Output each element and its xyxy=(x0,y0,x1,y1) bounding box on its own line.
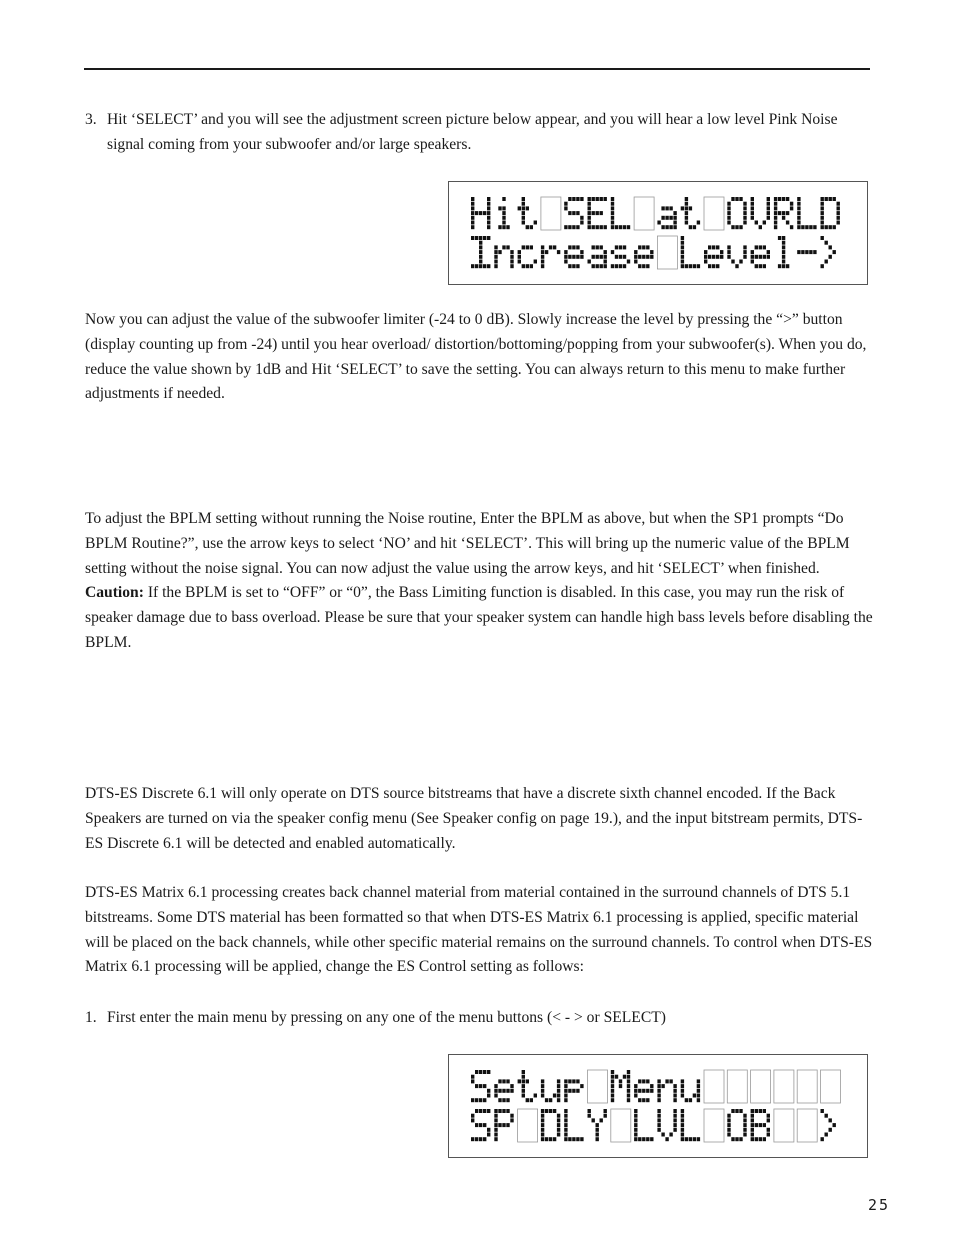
lcd-char-cell xyxy=(611,1070,630,1102)
lcd-char-cell xyxy=(518,245,537,268)
lcd-empty-cell xyxy=(704,1070,724,1103)
lcd-char-cell xyxy=(498,197,509,229)
lcd-empty-cell xyxy=(704,1109,724,1142)
lcd-char-cell xyxy=(821,197,840,229)
step-1 xyxy=(85,1006,875,1031)
lcd-dot-matrix-overload xyxy=(449,182,867,284)
lcd-empty-cell xyxy=(727,1070,747,1103)
lcd-char-cell xyxy=(778,236,789,268)
paragraph-dts-es-discrete: DTS-ES Discrete 6.1 will only operate on DTS source bitstreams that have a discrete sixth channel encoded. If the Back Speakers are turned on via the speaker config menu (See Speaker config on page 19.), and the input bitstream permits, DTS-ES Discrete 6.1 will be detected and enabled automatically. xyxy=(85,785,863,852)
lcd-char-cell xyxy=(471,197,490,229)
lcd-empty-cell xyxy=(611,1109,631,1142)
lcd-char-cell xyxy=(727,1109,746,1141)
lcd-char-cell xyxy=(681,236,700,268)
lcd-empty-cell xyxy=(518,1109,538,1142)
lcd-char-cell xyxy=(751,245,770,268)
lcd-char-cell xyxy=(494,1079,513,1102)
paragraph-dts-es-matrix: DTS-ES Matrix 6.1 processing creates back channel material from material contained in the surround channels of DTS 5.1 bitstreams. Some DTS material has been formatted so that when DTS-ES Matrix 6.1 processing is applied, specific material will be placed on the back channels, while other specific material remains on the surround channels. To control when DTS-ES Matrix 6.1 processing will be applied, change the ES Control setting as follows: xyxy=(85,884,873,976)
lcd-char-cell xyxy=(681,1079,700,1102)
lcd-char-cell xyxy=(564,245,583,268)
lcd-char-cell xyxy=(657,206,676,229)
lcd-display-setup-menu xyxy=(448,1054,868,1158)
lcd-display-overload xyxy=(448,181,868,285)
lcd-char-cell xyxy=(634,1079,653,1102)
lcd-char-cell xyxy=(751,1109,770,1141)
lcd-char-cell xyxy=(681,197,700,229)
step-1-text: First enter the main menu by pressing on any one of the menu buttons (< - > or SELECT) xyxy=(107,1009,666,1026)
lcd-char-cell xyxy=(541,1079,560,1102)
page-number: 25 xyxy=(868,1196,891,1214)
lcd-char-cell xyxy=(727,245,746,268)
lcd-char-cell xyxy=(611,197,630,229)
lcd-char-cell xyxy=(774,197,793,229)
lcd-empty-cell xyxy=(751,1070,771,1103)
lcd-empty-cell xyxy=(657,236,677,269)
lcd-char-cell xyxy=(541,1109,560,1141)
step-3-number: 3. xyxy=(85,111,97,128)
lcd-char-cell xyxy=(564,1109,583,1141)
lcd-char-cell xyxy=(471,1070,490,1102)
lcd-char-cell xyxy=(494,245,513,268)
lcd-empty-cell xyxy=(541,197,561,230)
lcd-empty-cell xyxy=(821,1070,841,1103)
lcd-empty-cell xyxy=(797,1070,817,1103)
lcd-char-cell xyxy=(751,197,770,229)
lcd-char-cell xyxy=(634,245,653,268)
step-3 xyxy=(85,108,875,158)
lcd-empty-cell xyxy=(704,197,724,230)
paragraph-bplm-text: To adjust the BPLM setting without running the Noise routine, Enter the BPLM as above, but when the SP1 prompts “Do BPLM Routine?”, use the arrow keys to select ‘NO’ and hit ‘SELECT’. This will bring up the numeric value of the BPLM setting without the noise signal. You can now adjust the value using the arrow keys, and hit ‘SELECT’ when finished. xyxy=(85,510,850,577)
lcd-char-cell xyxy=(471,236,490,268)
lcd-char-cell xyxy=(657,1079,676,1102)
lcd-char-cell xyxy=(727,197,746,229)
lcd-char-cell xyxy=(471,1109,490,1141)
lcd-char-cell xyxy=(797,197,816,229)
lcd-char-cell xyxy=(564,1079,583,1102)
lcd-char-cell xyxy=(588,245,607,268)
lcd-empty-cell xyxy=(774,1070,794,1103)
lcd-char-cell xyxy=(564,197,583,229)
lcd-char-cell xyxy=(588,197,607,229)
caution-label: Caution: xyxy=(85,584,144,602)
step-1-number: 1. xyxy=(85,1009,97,1026)
lcd-char-cell xyxy=(611,245,630,268)
header-rule xyxy=(84,68,870,70)
lcd-empty-cell xyxy=(797,1109,817,1142)
lcd-char-cell xyxy=(541,245,560,268)
lcd-char-cell xyxy=(704,245,723,268)
lcd-empty-cell xyxy=(774,1109,794,1142)
lcd-char-cell xyxy=(634,1109,653,1141)
paragraph-bplm-manual xyxy=(85,507,875,656)
lcd-char-cell xyxy=(797,250,816,254)
lcd-char-cell xyxy=(821,1109,836,1141)
lcd-empty-cell xyxy=(634,197,654,230)
caution-text: If the BPLM is set to “OFF” or “0”, the Bass Limiting function is disabled. In this case, you may run the risk of speaker damage due to bass overload. Please be sure that your speaker system can handle high bass levels before disabling the BPLM. xyxy=(85,584,873,651)
lcd-char-cell xyxy=(518,1070,537,1102)
step-3-text: Hit ‘SELECT’ and you will see the adjustment screen picture below appear, and you will hear a low level Pink Noise signal coming from your subwoofer and/or large speakers. xyxy=(107,111,838,153)
lcd-dot-matrix-setup xyxy=(449,1055,867,1157)
lcd-char-cell xyxy=(681,1109,700,1141)
lcd-char-cell xyxy=(657,1109,676,1141)
lcd-char-cell xyxy=(588,1109,607,1141)
paragraph-adjust-limiter: Now you can adjust the value of the subwoofer limiter (-24 to 0 dB). Slowly increase the level by pressing the “>” button (display counting up from -24) until you hear overload/ distortion/bottoming/popping from your subwoofer(s). When you do, reduce the value shown by 1dB and Hit ‘SELECT’ to save the setting. You can always return to this menu to make further adjustments if needed. xyxy=(85,311,867,403)
lcd-char-cell xyxy=(518,197,537,229)
lcd-empty-cell xyxy=(588,1070,608,1103)
lcd-char-cell xyxy=(821,236,836,268)
lcd-char-cell xyxy=(494,1109,513,1141)
